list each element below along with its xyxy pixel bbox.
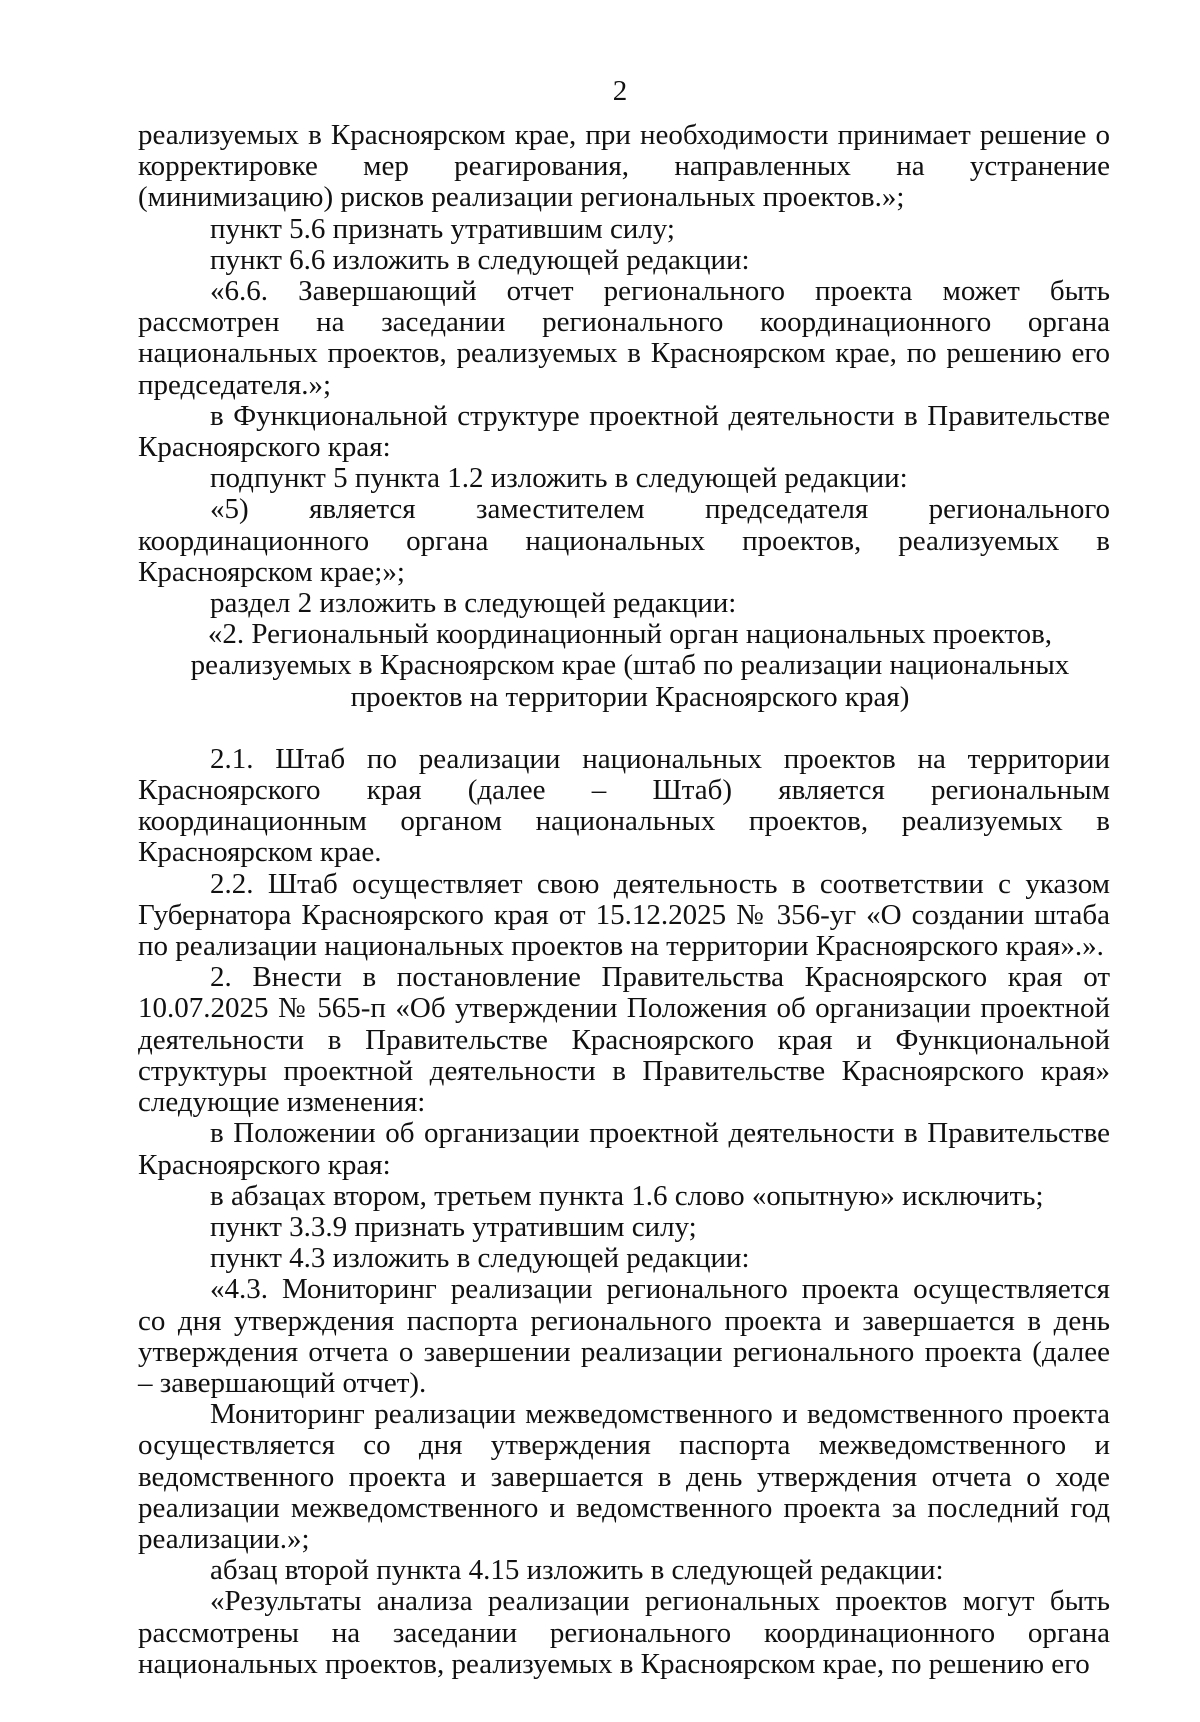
paragraph: абзац второй пункта 4.15 изложить в следующей редакции: [210, 1554, 944, 1587]
paragraph: пункт 5.6 признать утратившим силу; [210, 212, 675, 245]
paragraph: «5) является заместителем председателя регионального координационного органа национальных проектов, реализуемых в Красноярском крае;»; [138, 493, 1110, 588]
paragraph: пункт 3.3.9 признать утратившим силу; [210, 1210, 697, 1243]
paragraph: в Положении об организации проектной деятельности в Правительстве Красноярского края: [138, 1117, 1110, 1181]
section-heading [138, 619, 1110, 713]
paragraph: «6.6. Завершающий отчет регионального проекта может быть рассмотрен на заседании регионального координационного органа национальных проектов, реализуемых в Красноярском крае, по решению его председателя.»; [138, 275, 1110, 401]
document-body [138, 120, 1110, 1680]
paragraph: «4.3. Мониторинг реализации регионального проекта осуществляется со дня утверждения паспорта регионального проекта и завершается в день утверждения отчета о завершении реализации регионального проекта (далее – завершающий отчет). [138, 1273, 1110, 1399]
paragraph: реализуемых в Красноярском крае, при необходимости принимает решение о корректировке мер реагирования, направленных на устранение (минимизацию) рисков реализации региональных проектов.»; [138, 119, 1110, 214]
paragraph: пункт 4.3 изложить в следующей редакции: [210, 1242, 750, 1275]
paragraph: Мониторинг реализации межведомственного и ведомственного проекта осуществляется со дня утверждения паспорта межведомственного и ведомственного проекта и завершается в день утверждения отчета о ходе реализации межведомственного и ведомственного проекта за последний год реализации.»; [138, 1398, 1110, 1555]
section-heading-line: «2. Региональный координационный орган национальных проектов, [207, 618, 1053, 651]
paragraph: в абзацах втором, третьем пункта 1.6 слово «опытную» исключить; [210, 1179, 1044, 1212]
paragraph: «Результаты анализа реализации региональных проектов могут быть рассмотрены на заседании регионального координационного органа национальных проектов, реализуемых в Красноярском крае, по решению его [138, 1585, 1110, 1680]
paragraph: в Функциональной структуре проектной деятельности в Правительстве Красноярского края: [138, 399, 1110, 464]
paragraph: пункт 6.6 изложить в следующей редакции: [210, 243, 750, 276]
paragraph: подпункт 5 пункта 1.2 изложить в следующей редакции: [210, 462, 908, 495]
paragraph: 2.1. Штаб по реализации национальных проектов на территории Красноярского края (далее – Штаб) является региональным координационным органом национальных проектов, реализуемых в Красноярском крае. [138, 742, 1110, 869]
blank-line [138, 713, 1110, 744]
page-number: 2 [612, 75, 628, 107]
section-heading-line: проектов на территории Красноярского края) [350, 680, 910, 713]
paragraph: 2.2. Штаб осуществляет свою деятельность в соответствии с указом Губернатора Красноярского края от 15.12.2025 № 356-уг «О создании штаба по реализации национальных проектов на территории Красноярского края».». [138, 867, 1110, 963]
section-heading-line: реализуемых в Красноярском крае (штаб по реализации национальных [190, 649, 1070, 682]
paragraph: 2. Внести в постановление Правительства Красноярского края от 10.07.2025 № 565-п «Об утверждении Положения об организации проектной деятельности в Правительстве Красноярского края и Функциональной структуры проектной деятельности в Правительстве Красноярского края» следующие изменения: [138, 961, 1110, 1119]
paragraph: раздел 2 изложить в следующей редакции: [210, 587, 737, 620]
